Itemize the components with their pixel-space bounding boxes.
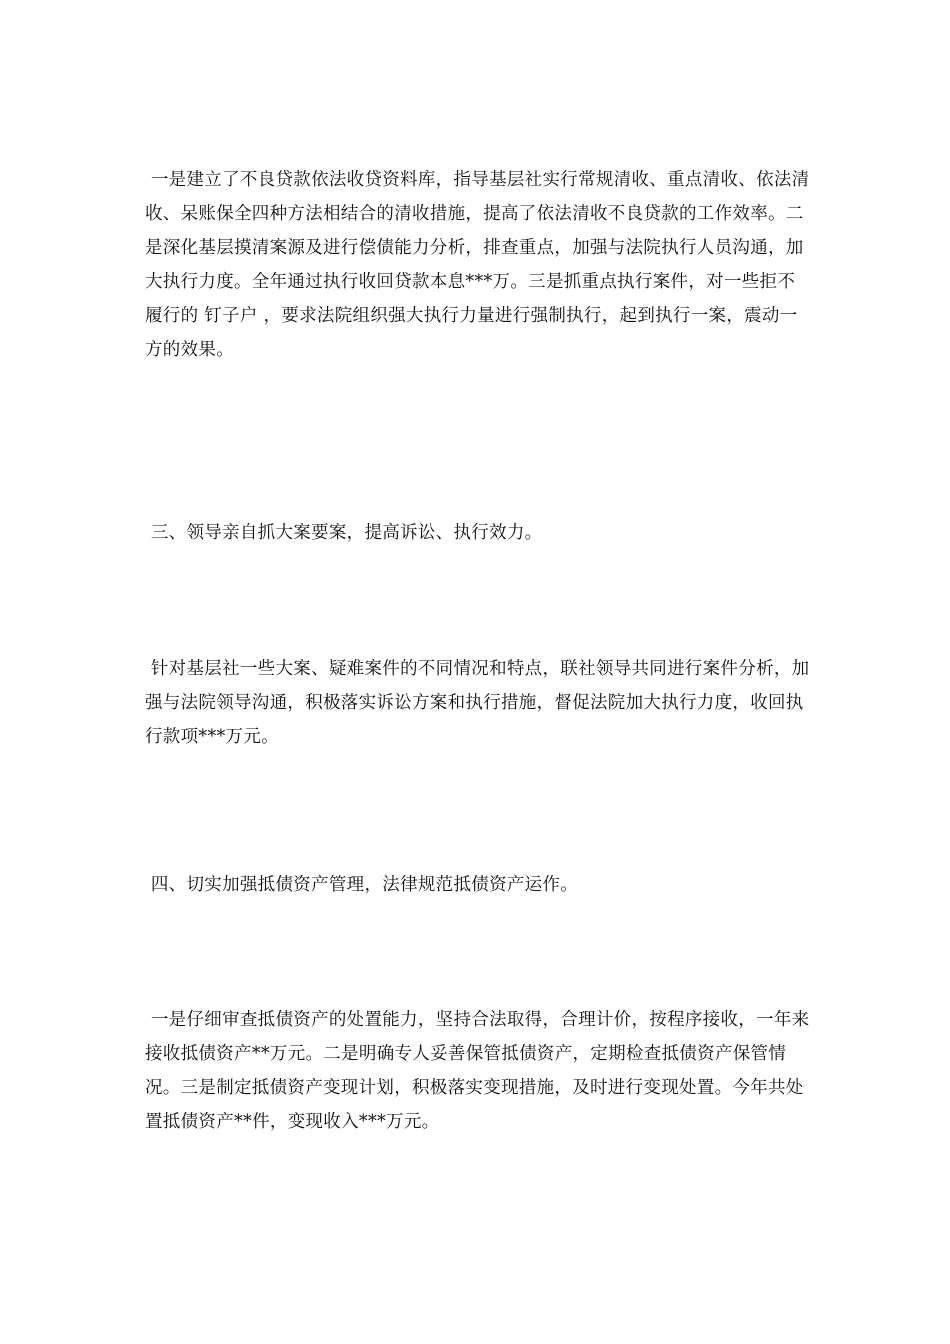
paragraph-debt-asset-management: 一是仔细审查抵债资产的处置能力，坚持合法取得，合理计价，按程序接收，一年来接收抵债资产**万元。二是明确专人妥善保管抵债资产，定期检查抵债资产保管情况。三是制定抵债资产变现计划，积极落实变现措施，及时进行变现处置。今年共处置抵债资产**件，变现收入***万元。 bbox=[145, 1010, 810, 1132]
paragraph-major-cases: 针对基层社一些大案、疑难案件的不同情况和特点，联社领导共同进行案件分析，加强与法院领导沟通，积极落实诉讼方案和执行措施，督促法院加大执行力度，收回执行款项***万元。 bbox=[145, 659, 810, 747]
heading-section-four: 四、切实加强抵债资产管理，法律规范抵债资产运作。 bbox=[145, 875, 579, 895]
paragraph-loan-recovery-measures: 一是建立了不良贷款依法收贷资料库，指导基层社实行常规清收、重点清收、依法清收、呆账保全四种方法相结合的清收措施，提高了依法清收不良贷款的工作效率。二是深化基层摸清案源及进行偿债能力分析，排查重点，加强与法院执行人员沟通，加大执行力度。全年通过执行收回贷款本息***万。三是抓重点执行案件，对一些拒不履行的 钉子户 ，要求法院组织强大执行力量进行强制执行，起到执行一案，震动一方的效果。 bbox=[145, 170, 810, 360]
heading-section-three: 三、领导亲自抓大案要案，提高诉讼、执行效力。 bbox=[145, 523, 543, 543]
